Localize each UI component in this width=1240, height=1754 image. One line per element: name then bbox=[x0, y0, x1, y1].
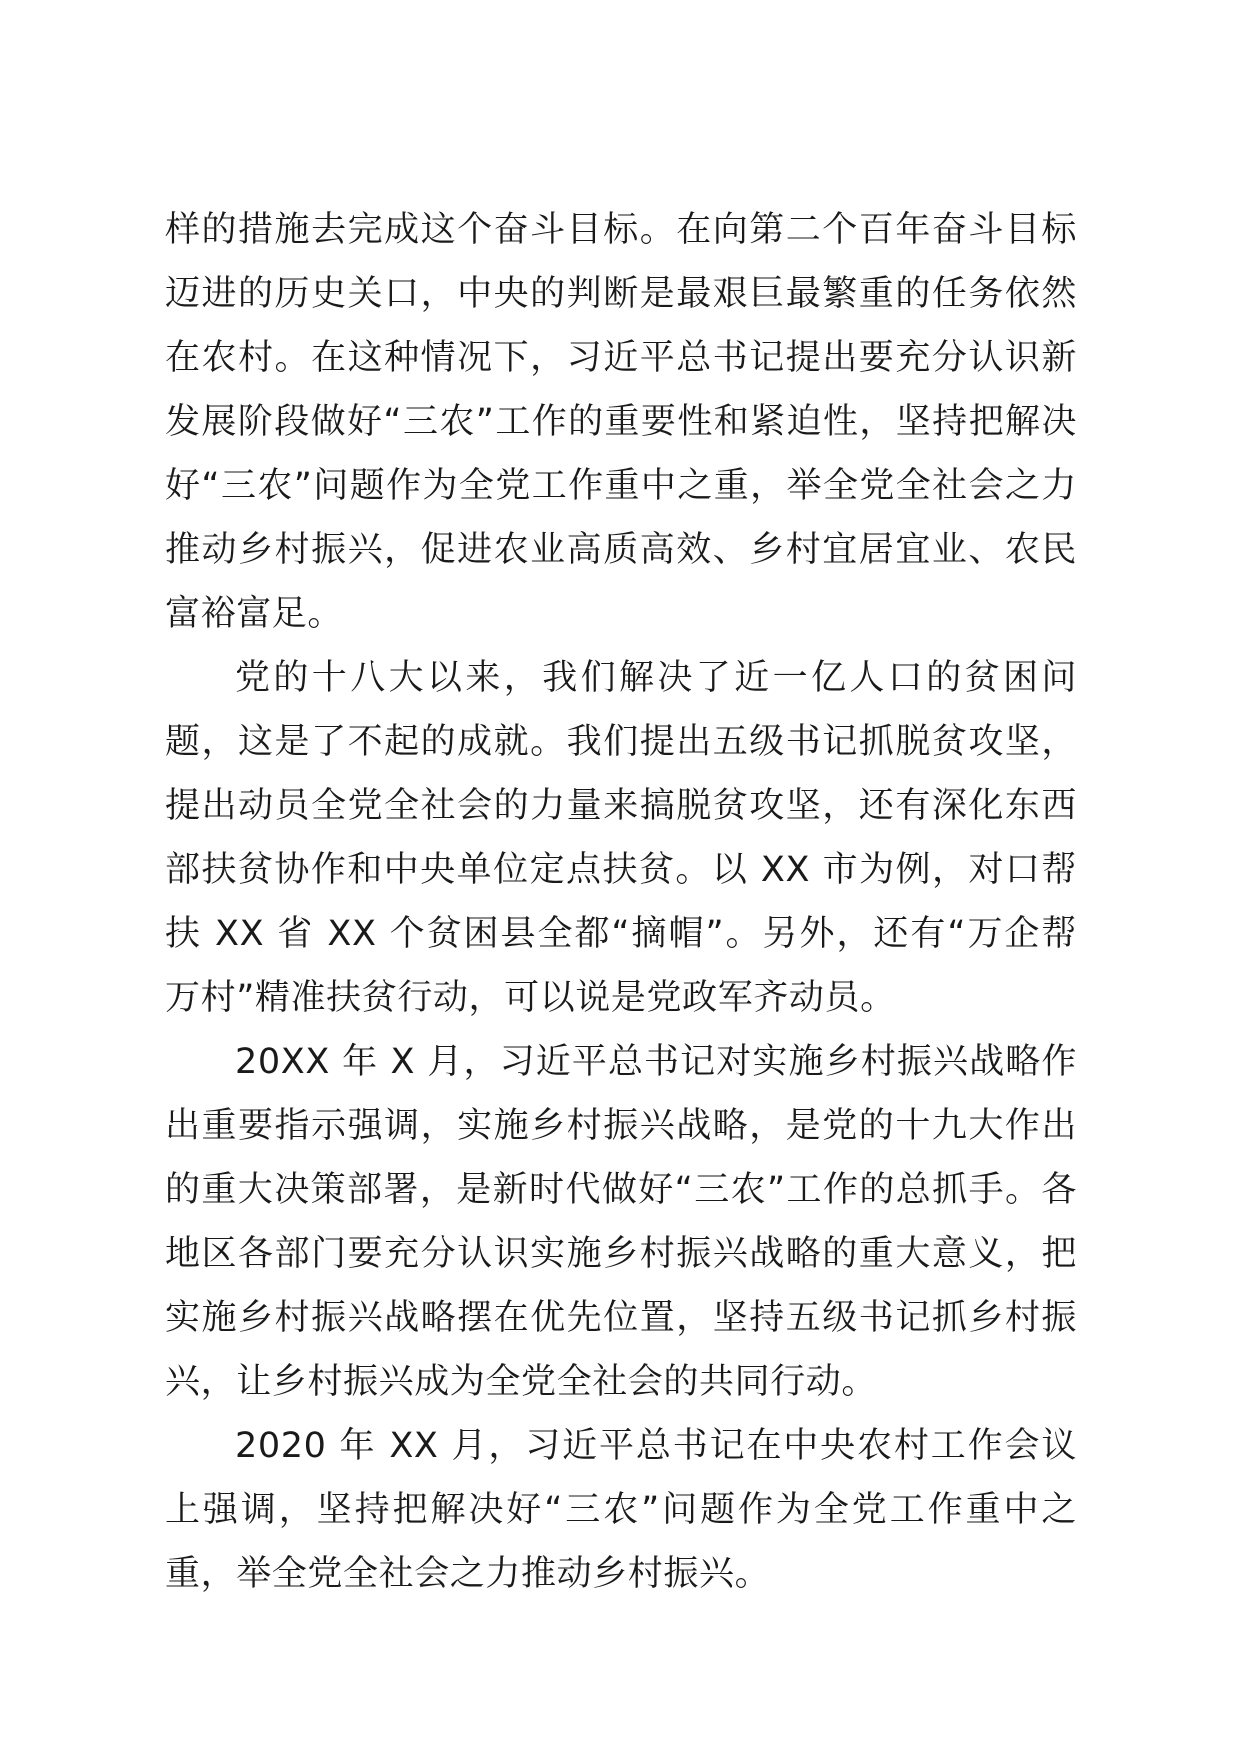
paragraph-central-rural-work-conference: 2020 年 XX 月，习近平总书记在中央农村工作会议上强调，坚持把解决好“三农”问题作为全党工作重中之重，举全党全社会之力推动乡村振兴。 bbox=[165, 1426, 1077, 1594]
paragraph-poverty-alleviation: 党的十八大以来，我们解决了近一亿人口的贫困问题，这是了不起的成就。我们提出五级书记抓脱贫攻坚，提出动员全党全社会的力量来搞脱贫攻坚，还有深化东西部扶贫协作和中央单位定点扶贫。以 XX 市为例，对口帮扶 XX 省 XX 个贫困县全都“摘帽”。另外，还有“万企帮万村”精准扶贫行动，可以说是党政军齐动员。 bbox=[165, 658, 1077, 1018]
paragraph-rural-revitalization-strategy: 20XX 年 X 月，习近平总书记对实施乡村振兴战略作出重要指示强调，实施乡村振兴战略，是党的十九大作出的重大决策部署，是新时代做好“三农”工作的总抓手。各地区各部门要充分认识实施乡村振兴战略的重大意义，把实施乡村振兴战略摆在优先位置，坚持五级书记抓乡村振兴，让乡村振兴成为全党全社会的共同行动。 bbox=[165, 1042, 1077, 1402]
document-body bbox=[165, 198, 1077, 1606]
paragraph-continuation: 样的措施去完成这个奋斗目标。在向第二个百年奋斗目标迈进的历史关口，中央的判断是最艰巨最繁重的任务依然在农村。在这种情况下，习近平总书记提出要充分认识新发展阶段做好“三农”工作的重要性和紧迫性，坚持把解决好“三农”问题作为全党工作重中之重，举全党全社会之力推动乡村振兴，促进农业高质高效、乡村宜居宜业、农民富裕富足。 bbox=[165, 210, 1077, 634]
